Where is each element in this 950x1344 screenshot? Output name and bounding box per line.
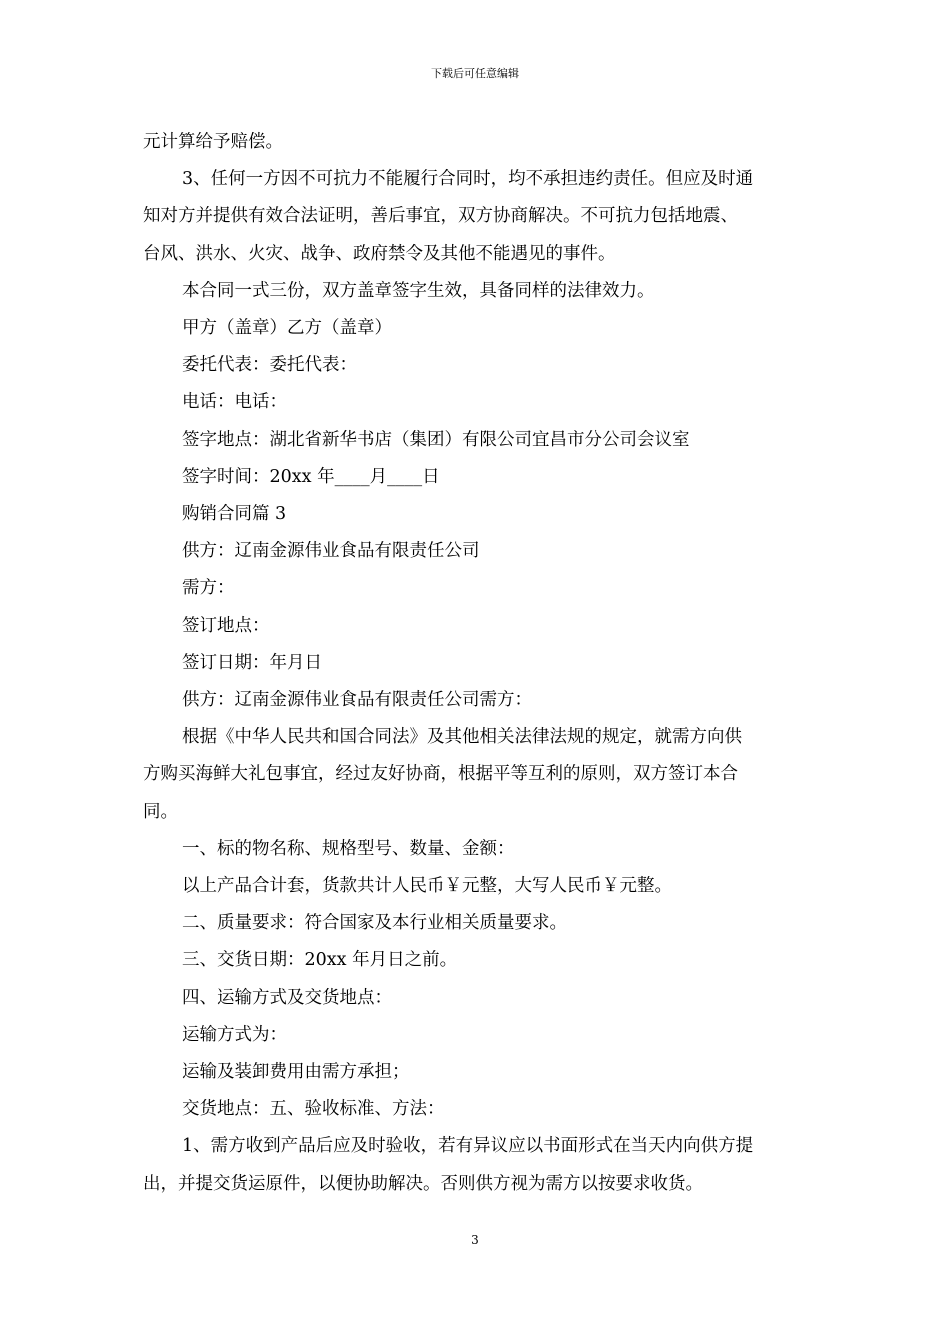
paragraph-line: 四、运输方式及交货地点： bbox=[182, 987, 392, 1008]
paragraph-line: 签订地点： bbox=[182, 615, 270, 636]
paragraph-line: 本合同一式三份，双方盖章签字生效，具备同样的法律效力。 bbox=[182, 280, 655, 301]
paragraph-line: 根据《中华人民共和国合同法》及其他相关法律法规的规定，就需方向供 bbox=[182, 727, 742, 748]
paragraph-line: 台风、洪水、火灾、战争、政府禁令及其他不能遇见的事件。 bbox=[143, 243, 616, 264]
page-number: 3 bbox=[471, 1233, 479, 1247]
paragraph-line: 签订日期：年月日 bbox=[182, 652, 322, 673]
section-heading: 购销合同篇 3 bbox=[182, 504, 287, 525]
paragraph-line: 运输方式为： bbox=[182, 1024, 287, 1045]
paragraph-line: 供方：辽南金源伟业食品有限责任公司需方： bbox=[182, 690, 532, 711]
paragraph-line: 出，并提交货运原件，以便协助解决。否则供方视为需方以按要求收货。 bbox=[143, 1173, 703, 1194]
paragraph-line: 3、任何一方因不可抗力不能履行合同时，均不承担违约责任。但应及时通 bbox=[182, 169, 754, 190]
document-body bbox=[143, 124, 808, 1203]
paragraph-line: 需方： bbox=[182, 578, 235, 599]
paragraph-line: 1、需方收到产品后应及时验收，若有异议应以书面形式在当天内向供方提 bbox=[182, 1136, 754, 1157]
paragraph-line: 同。 bbox=[143, 801, 178, 822]
paragraph-line: 运输及装卸费用由需方承担； bbox=[182, 1062, 410, 1083]
paragraph-line: 知对方并提供有效合法证明，善后事宜，双方协商解决。不可抗力包括地震、 bbox=[143, 206, 738, 227]
header-note: 下载后可任意编辑 bbox=[431, 67, 519, 80]
paragraph-line: 方购买海鲜大礼包事宜，经过友好协商，根据平等互利的原则，双方签订本合 bbox=[143, 764, 738, 785]
paragraph-line: 交货地点：五、验收标准、方法： bbox=[182, 1099, 445, 1120]
paragraph-line: 签字地点：湖北省新华书店（集团）有限公司宜昌市分公司会议室 bbox=[182, 429, 690, 450]
paragraph-line: 签字时间：20xx 年____月____日 bbox=[182, 466, 440, 487]
paragraph-line: 一、标的物名称、规格型号、数量、金额： bbox=[182, 838, 515, 859]
paragraph-line: 供方：辽南金源伟业食品有限责任公司 bbox=[182, 541, 480, 562]
paragraph-line: 委托代表：委托代表： bbox=[182, 355, 357, 376]
paragraph-line: 二、质量要求：符合国家及本行业相关质量要求。 bbox=[182, 913, 567, 934]
paragraph-line: 甲方（盖章）乙方（盖章） bbox=[182, 318, 392, 339]
paragraph-line: 元计算给予赔偿。 bbox=[143, 132, 283, 152]
paragraph-line: 电话：电话： bbox=[182, 392, 287, 413]
paragraph-line: 以上产品合计套，货款共计人民币￥元整，大写人民币￥元整。 bbox=[182, 876, 672, 897]
paragraph-line: 三、交货日期：20xx 年月日之前。 bbox=[182, 950, 458, 971]
